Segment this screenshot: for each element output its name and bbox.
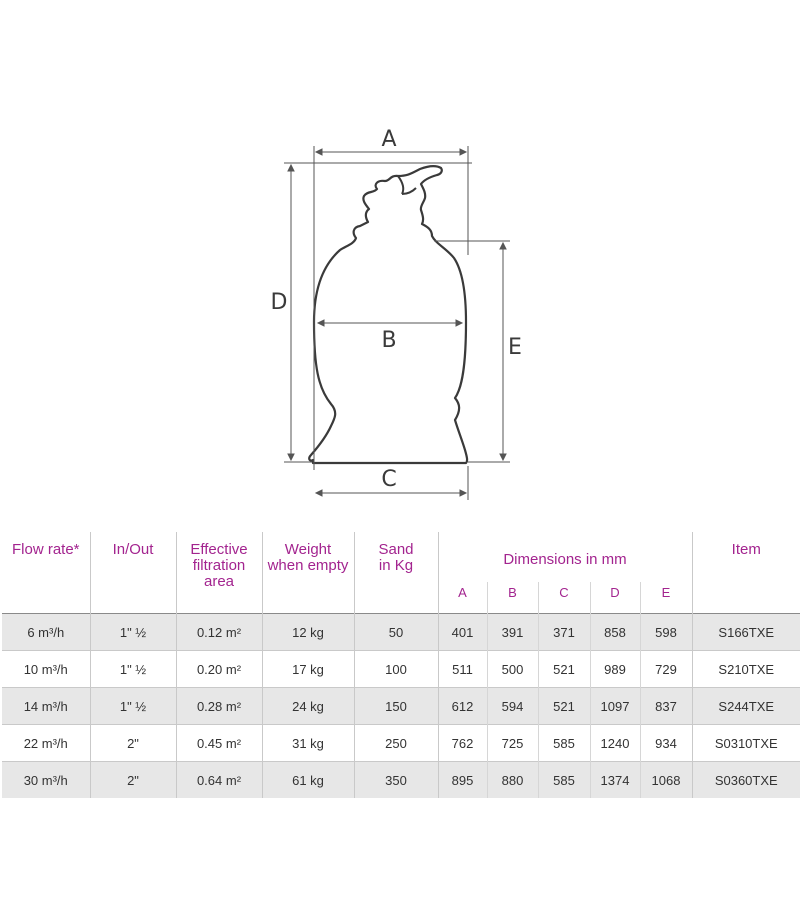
cell-dim-b: 594 (487, 688, 538, 725)
cell-in-out: 2" (90, 725, 176, 762)
cell-item: S244TXE (692, 688, 800, 725)
cell-dim-a: 612 (438, 688, 487, 725)
dim-label-c: C (381, 467, 397, 492)
cell-sand: 250 (354, 725, 438, 762)
cell-sand: 100 (354, 651, 438, 688)
cell-dim-c: 585 (538, 762, 590, 799)
cell-item: S0310TXE (692, 725, 800, 762)
cell-weight: 12 kg (262, 614, 354, 651)
cell-flow-rate: 10 m³/h (2, 651, 90, 688)
cell-item: S166TXE (692, 614, 800, 651)
cell-dim-e: 598 (640, 614, 692, 651)
dimension-b (318, 320, 462, 326)
cell-dim-d: 989 (590, 651, 640, 688)
cell-flow-rate: 22 m³/h (2, 725, 90, 762)
cell-filtration-area: 0.45 m² (176, 725, 262, 762)
cell-dim-c: 521 (538, 688, 590, 725)
cell-dim-b: 880 (487, 762, 538, 799)
cell-flow-rate: 6 m³/h (2, 614, 90, 651)
cell-dim-b: 500 (487, 651, 538, 688)
cell-in-out: 1" ½ (90, 614, 176, 651)
cell-dim-a: 511 (438, 651, 487, 688)
cell-sand: 150 (354, 688, 438, 725)
cell-sand: 350 (354, 762, 438, 799)
specifications-table (2, 532, 800, 798)
table-row (2, 614, 800, 651)
header-in-out: In/Out (90, 532, 176, 614)
header-filtration-area: Effective filtration area (176, 532, 262, 614)
cell-dim-d: 1374 (590, 762, 640, 799)
valve-handle (398, 176, 416, 194)
table-row (2, 651, 800, 688)
cell-in-out: 1" ½ (90, 651, 176, 688)
cell-filtration-area: 0.28 m² (176, 688, 262, 725)
header-dim-d: D (590, 582, 640, 614)
dimension-e (434, 241, 510, 462)
header-dim-b: B (487, 582, 538, 614)
cell-dim-b: 725 (487, 725, 538, 762)
cell-dim-c: 585 (538, 725, 590, 762)
cell-dim-c: 371 (538, 614, 590, 651)
cell-flow-rate: 30 m³/h (2, 762, 90, 799)
cell-filtration-area: 0.20 m² (176, 651, 262, 688)
dim-label-e: E (508, 335, 522, 360)
header-flow-rate: Flow rate* (2, 532, 90, 614)
cell-filtration-area: 0.12 m² (176, 614, 262, 651)
cell-dim-e: 1068 (640, 762, 692, 799)
dimension-a (314, 146, 468, 470)
cell-weight: 17 kg (262, 651, 354, 688)
cell-dim-e: 729 (640, 651, 692, 688)
header-item: Item (731, 541, 761, 558)
header-dim-e: E (640, 582, 692, 614)
cell-weight: 61 kg (262, 762, 354, 799)
cell-weight: 31 kg (262, 725, 354, 762)
cell-in-out: 1" ½ (90, 688, 176, 725)
cell-item: S0360TXE (692, 762, 800, 799)
header-weight: Weight when empty (262, 532, 354, 614)
cell-dim-a: 401 (438, 614, 487, 651)
dim-label-d: D (270, 290, 288, 315)
header-sand: Sand in Kg (354, 532, 438, 614)
header-dim-c: C (538, 582, 590, 614)
cell-dim-c: 521 (538, 651, 590, 688)
cell-dim-e: 837 (640, 688, 692, 725)
cell-dim-a: 762 (438, 725, 487, 762)
cell-dim-a: 895 (438, 762, 487, 799)
cell-dim-e: 934 (640, 725, 692, 762)
table-row (2, 688, 800, 725)
cell-dim-d: 1097 (590, 688, 640, 725)
dim-label-a: A (381, 127, 397, 152)
cell-sand: 50 (354, 614, 438, 651)
table-row (2, 762, 800, 799)
dim-label-b: B (381, 328, 397, 353)
filter-tank-outline (309, 166, 467, 463)
header-dimensions: Dimensions in mm (438, 532, 692, 582)
cell-weight: 24 kg (262, 688, 354, 725)
table-row (2, 725, 800, 762)
cell-dim-d: 858 (590, 614, 640, 651)
dimension-d (284, 163, 472, 462)
cell-flow-rate: 14 m³/h (2, 688, 90, 725)
header-dim-a: A (438, 582, 487, 614)
cell-item: S210TXE (692, 651, 800, 688)
cell-dim-b: 391 (487, 614, 538, 651)
cell-dim-d: 1240 (590, 725, 640, 762)
cell-filtration-area: 0.64 m² (176, 762, 262, 799)
cell-in-out: 2" (90, 762, 176, 799)
